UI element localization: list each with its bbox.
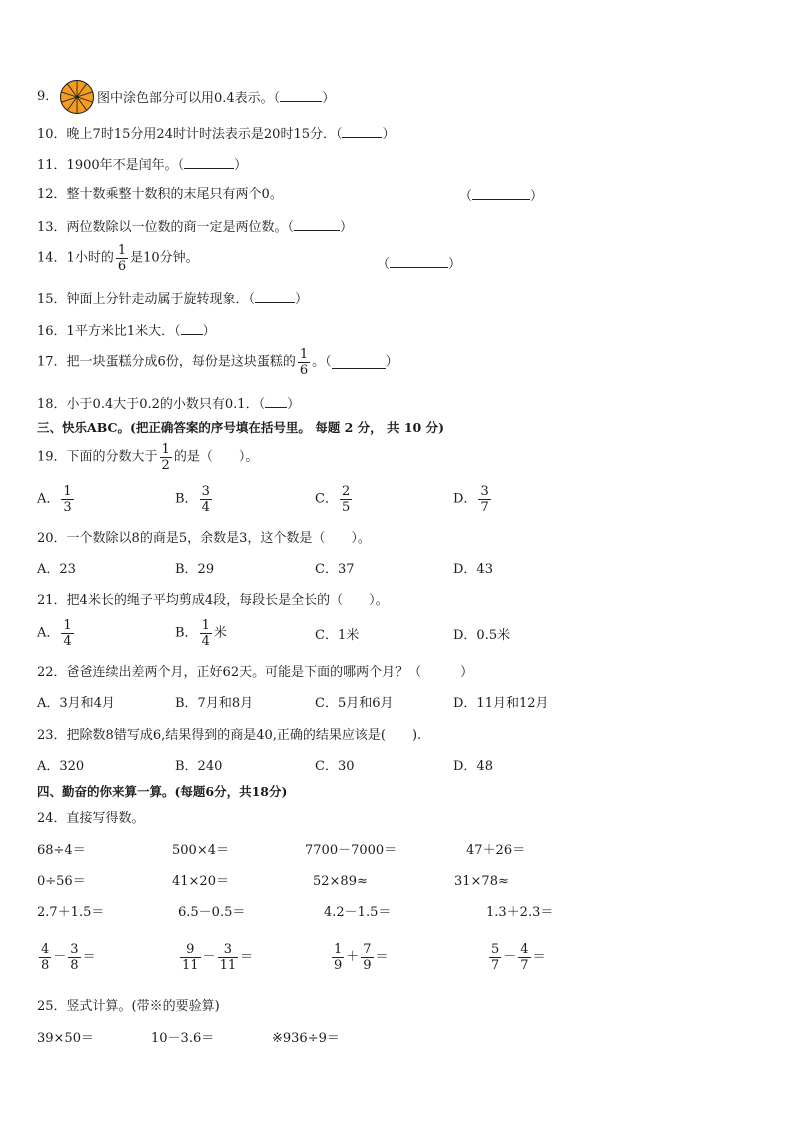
calc-item: 500×4＝: [172, 843, 229, 858]
option-c[interactable]: C．30: [315, 759, 355, 774]
question-20: 20．一个数除以8的商是5，余数是3，这个数是（ ）。: [37, 531, 371, 546]
option-b[interactable]: B．29: [175, 562, 215, 577]
answer-blank[interactable]: [181, 322, 203, 335]
option-b[interactable]: B．240: [175, 759, 223, 774]
calc-item: 0÷56＝: [37, 874, 86, 889]
question-text: 19．下面的分数大于: [37, 449, 158, 465]
calc-item: 41×20＝: [172, 874, 229, 889]
calc-item: 7700－7000＝: [305, 843, 398, 858]
question-text: 10．晚上7时15分用24时计时法表示是20时15分．（: [37, 127, 343, 142]
question-text-end: 的是（ ）。: [173, 449, 259, 465]
paren-close: ）: [287, 397, 301, 412]
fraction: $\frac{1}{4}$: [201, 618, 210, 649]
answer-blank[interactable]: [255, 290, 295, 303]
question-16: [37, 322, 216, 340]
calc-item: 68÷4＝: [37, 843, 86, 858]
question-text: 11．1900年不是闰年。（: [37, 158, 185, 173]
question-text-end: 是10分钟。: [130, 250, 199, 266]
question-10: [37, 125, 396, 143]
answer-blank[interactable]: [390, 255, 448, 268]
paren-close: ）: [234, 158, 248, 173]
answer-blank[interactable]: [342, 125, 382, 138]
paren-close: ）: [448, 257, 462, 272]
question-14-answer: [377, 255, 461, 273]
question-text: 13．两位数除以一位数的商一定是两位数。（: [37, 220, 295, 235]
fraction: $\frac{1}{3}$: [63, 484, 72, 515]
fraction: $\frac{1}{6}$: [299, 347, 309, 378]
option-a[interactable]: A． $\frac{1}{4}$: [37, 618, 72, 649]
paren-close: ）: [322, 91, 336, 106]
answer-blank[interactable]: [280, 89, 322, 102]
calc-item: ※936÷9＝: [272, 1031, 340, 1046]
calc-item: 39×50＝: [37, 1031, 94, 1046]
question-17: [37, 347, 399, 378]
option-d[interactable]: D． $\frac{3}{7}$: [453, 484, 489, 515]
option-c[interactable]: C． $\frac{2}{5}$: [315, 484, 351, 515]
fraction: $\frac{1}{2}$: [161, 442, 170, 473]
paren-close: ）: [382, 127, 396, 142]
calc-item: 6.5－0.5＝: [178, 905, 246, 920]
fraction-calc-item: $\frac{9}{11}$ － $\frac{3}{11}$ ＝: [182, 942, 254, 973]
fraction: $\frac{3}{4}$: [201, 484, 210, 515]
pie-figure: [59, 79, 95, 115]
question-21: 21．把4米长的绳子平均剪成4段，每段长是全长的（ ）。: [37, 593, 389, 608]
question-9-text: [97, 89, 335, 107]
option-a[interactable]: A．320: [37, 759, 85, 774]
question-text: 12．整十数乘整十数积的末尾只有两个0。: [37, 187, 283, 202]
question-15: [37, 290, 308, 308]
question-text: 17．把一块蛋糕分成6份，每份是这块蛋糕的: [37, 354, 296, 370]
question-22: 22．爸爸连续出差两个月，正好62天。可能是下面的哪两个月？（ ）: [37, 665, 474, 680]
question-text: 15．钟面上分针走动属于旋转现象．（: [37, 292, 256, 307]
fraction: $\frac{1}{4}$: [63, 618, 72, 649]
question-text: 16．1平方米比1米大．（: [37, 324, 181, 339]
paren-open: 。（: [312, 354, 332, 370]
calc-item: 47＋26＝: [466, 843, 526, 858]
fraction-calc-item: $\frac{5}{7}$ － $\frac{4}{7}$ ＝: [491, 942, 546, 973]
answer-blank[interactable]: [332, 356, 386, 369]
answer-blank[interactable]: [265, 395, 287, 408]
question-19: [37, 442, 258, 473]
answer-blank[interactable]: [184, 156, 234, 169]
option-b[interactable]: B． $\frac{3}{4}$: [175, 484, 210, 515]
option-c[interactable]: C．37: [315, 562, 355, 577]
question-24: 24．直接写得数。: [37, 811, 145, 826]
question-12: [37, 187, 283, 203]
fraction: $\frac{2}{5}$: [341, 484, 351, 515]
answer-blank[interactable]: [472, 187, 530, 200]
paren-open: （: [459, 189, 473, 204]
fraction-calc-item: $\frac{1}{9}$ ＋ $\frac{7}{9}$ ＝: [334, 942, 389, 973]
paren-close: ）: [202, 324, 216, 339]
question-text: 18．小于0.4大于0.2的小数只有0.1．（: [37, 397, 266, 412]
question-number: 9．: [37, 89, 59, 104]
question-13: [37, 218, 353, 236]
option-a[interactable]: A．23: [37, 562, 76, 577]
option-b[interactable]: B． $\frac{1}{4}$ 米: [175, 618, 227, 649]
option-b[interactable]: B．7月和8月: [175, 696, 254, 711]
fraction: $\frac{1}{6}$: [117, 243, 127, 274]
question-25: 25．竖式计算。(带※的要验算): [37, 999, 220, 1014]
calc-item: 10－3.6＝: [151, 1031, 215, 1046]
question-14: [37, 243, 199, 274]
calc-item: 52×89≈: [313, 874, 368, 889]
question-12-answer: [459, 187, 543, 205]
paren-close: ）: [340, 220, 354, 235]
paren-close: ）: [295, 292, 309, 307]
option-a[interactable]: A． $\frac{1}{3}$: [37, 484, 72, 515]
question-18: [37, 395, 300, 413]
option-d[interactable]: D．0.5米: [453, 628, 511, 643]
question-text: 图中涂色部分可以用0.4表示。（: [97, 91, 281, 106]
question-11: [37, 156, 247, 174]
option-c[interactable]: C．1米: [315, 628, 360, 643]
answer-blank[interactable]: [294, 218, 340, 231]
question-9: [37, 89, 58, 105]
fraction-calc-item: $\frac{4}{8}$ － $\frac{3}{8}$ ＝: [41, 942, 96, 973]
calc-item: 4.2－1.5＝: [324, 905, 392, 920]
calc-item: 2.7＋1.5＝: [37, 905, 105, 920]
section-3-heading: 三、快乐ABC。(把正确答案的序号填在括号里。 每题 2 分， 共 10 分): [37, 420, 444, 435]
option-d[interactable]: D．43: [453, 562, 493, 577]
option-a[interactable]: A．3月和4月: [37, 696, 115, 711]
calc-item: 1.3＋2.3＝: [486, 905, 554, 920]
question-text: 14．1小时的: [37, 250, 114, 266]
question-23: 23．把除数8错写成6,结果得到的商是40,正确的结果应该是( ).: [37, 728, 422, 743]
option-c[interactable]: C．5月和6月: [315, 696, 394, 711]
fraction: $\frac{3}{7}$: [480, 484, 489, 515]
option-d[interactable]: D．48: [453, 759, 493, 774]
section-4-heading: 四、勤奋的你来算一算。(每题6分，共18分): [37, 784, 288, 799]
calc-item: 31×78≈: [454, 874, 509, 889]
paren-close: ）: [385, 354, 399, 370]
paren-close: ）: [530, 189, 544, 204]
option-d[interactable]: D．11月和12月: [453, 696, 549, 711]
paren-open: （: [377, 257, 391, 272]
